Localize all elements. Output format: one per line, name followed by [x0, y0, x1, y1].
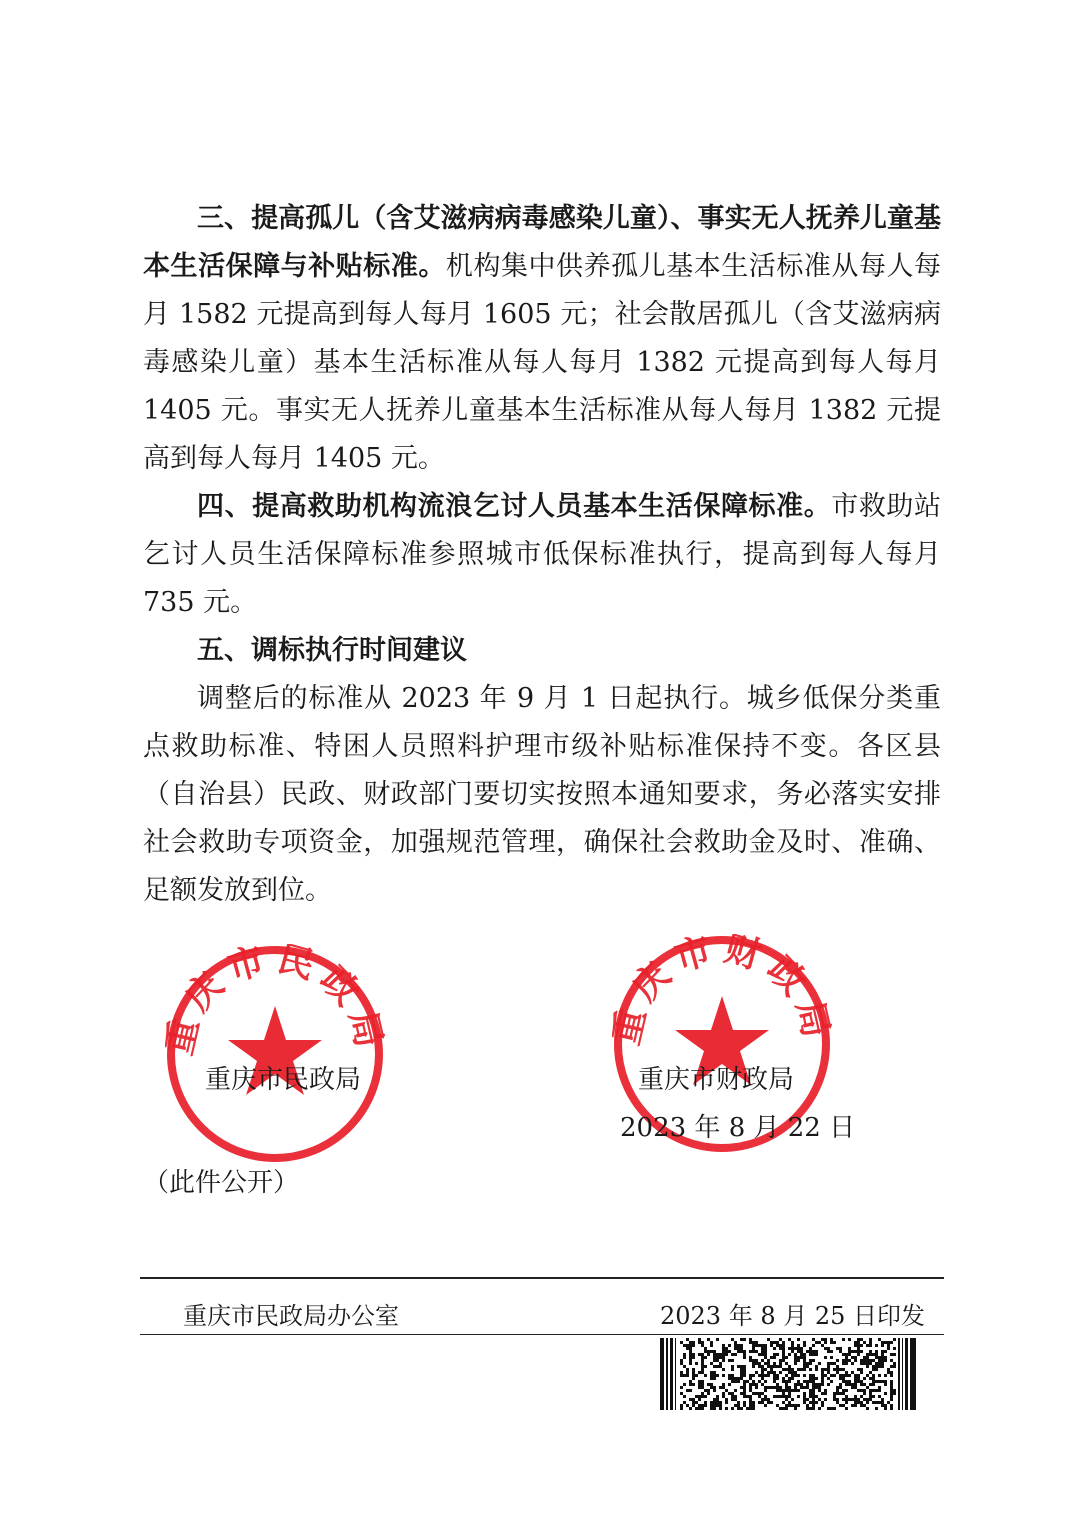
disclosure-note: （此件公开）	[143, 1168, 300, 1198]
section-4-body: 市救助站乞讨人员生活保障标准参照城市低保标准执行，提高到每人每月 735 元。	[143, 491, 942, 618]
section-4	[143, 483, 941, 627]
section-4-heading: 四、提高救助机构流浪乞讨人员基本生活保障标准。	[197, 491, 832, 522]
document-body	[143, 195, 941, 915]
section-3-heading: 三、提高孤儿（含艾滋病病毒感染儿童）、事实无人抚养儿童基本生活保障与补贴标准。	[143, 203, 941, 282]
left-seal-text: 庆市民政	[177, 944, 373, 1020]
right-seal-text: 庆市财政	[624, 934, 820, 1010]
section-5-content	[143, 675, 941, 915]
signature-finance: 重庆市财政局	[638, 1065, 795, 1095]
section-3	[143, 195, 941, 483]
footer-issuer: 重庆市民政局办公室	[183, 1302, 399, 1330]
signature-date: 2023 年 8 月 22 日	[620, 1113, 856, 1143]
footer-issue-date: 2023 年 8 月 25 日印发	[660, 1302, 926, 1330]
footer-top-rule	[140, 1277, 944, 1279]
section-3-body: 机构集中供养孤儿基本生活标准从每人每月 1582 元提高到每人每月 1605 元；社会散居孤儿（含艾滋病病毒感染儿童）基本生活标准从每人每月 1382 元提高到每人每月 1405 元。事实无人抚养儿童基本生活标准从每人每月 1382 元提高到每人每月 1405 元。	[143, 251, 942, 474]
section-5-content-body: 调整后的标准从 2023 年 9 月 1 日起执行。城乡低保分类重点救助标准、特困人员照料护理市级补贴标准保持不变。各区县（自治县）民政、财政部门要切实按照本通知要求，务必落实安排社会救助专项资金，加强规范管理，确保社会救助金及时、准确、足额发放到位。	[143, 683, 941, 906]
signature-civil-affairs: 重庆市民政局	[205, 1065, 362, 1095]
footer-bottom-rule	[140, 1334, 944, 1335]
document-barcode	[660, 1338, 916, 1410]
section-5	[143, 627, 941, 675]
section-5-heading: 五、调标执行时间建议	[197, 635, 467, 666]
civil-affairs-seal	[165, 944, 385, 1164]
